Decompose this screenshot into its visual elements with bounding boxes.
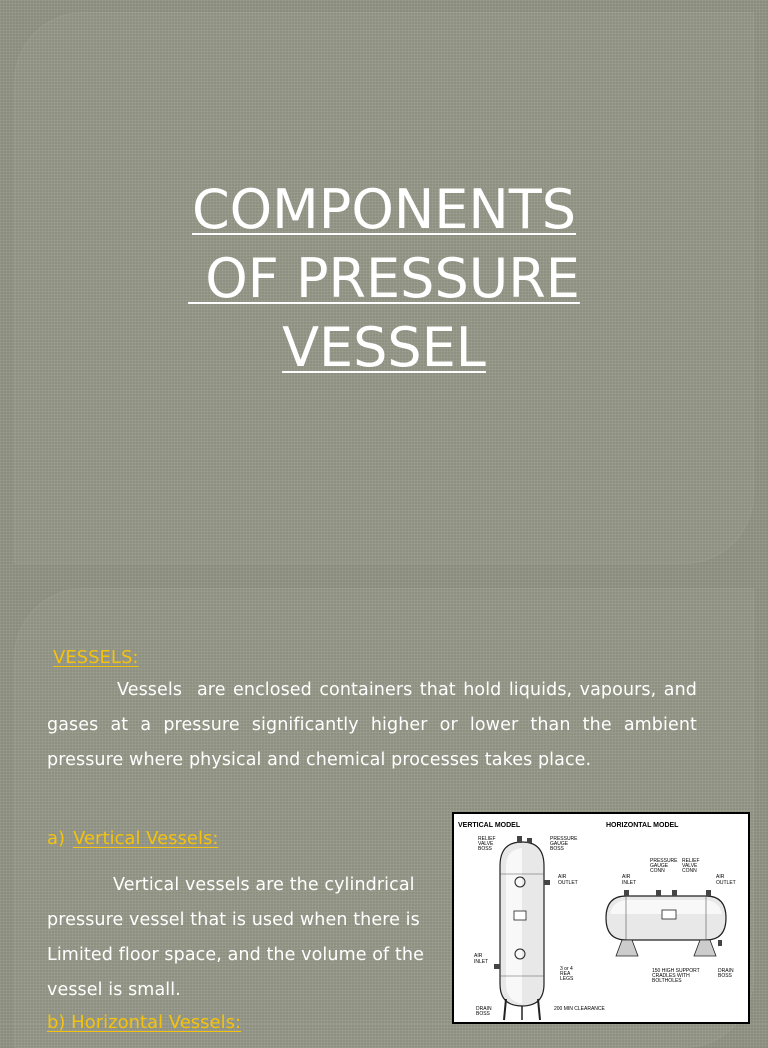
- h-cradles-label: 150 HIGH SUPPORT CRADLES WITH BOLTHOLES: [652, 968, 700, 984]
- vertical-paragraph: [47, 868, 447, 1008]
- title-line-1: COMPONENTS: [191, 178, 577, 241]
- v-relief-label: RELIEF VALVE BOSS: [478, 836, 496, 852]
- h-gauge-label: PRESSURE GAUGE CONN: [650, 858, 678, 874]
- title-line-2: OF PRESSURE: [188, 247, 580, 310]
- vessels-paragraph-text: Vessels are enclosed containers that hold liquids, vapours, and gases at a pressure significantly higher or lower than the ambient pressure where physical and chemical processes takes place.: [47, 680, 703, 770]
- vertical-vessels-heading: [47, 828, 218, 849]
- slide-title: [0, 175, 768, 382]
- horizontal-vessel-drawing: [606, 890, 726, 956]
- pressure-vessel-diagram: [452, 812, 750, 1024]
- diagram-svg: [454, 814, 748, 1022]
- title-line-3: VESSEL: [282, 316, 486, 379]
- vertical-heading-text: Vertical Vessels:: [73, 828, 219, 849]
- vertical-vessel-drawing: [494, 836, 550, 1020]
- v-drain-label: DRAIN BOSS: [476, 1006, 492, 1017]
- horizontal-vessels-heading: b) Horizontal Vessels:: [47, 1012, 242, 1033]
- v-air-outlet-label: AIR OUTLET: [558, 874, 578, 886]
- v-gauge-label: PRESSURE GAUGE BOSS: [550, 836, 578, 852]
- vertical-model-title: VERTICAL MODEL: [458, 822, 521, 829]
- v-legs-label: 3 or 4 REA LEGS: [560, 966, 574, 982]
- vessels-heading: VESSELS:: [53, 647, 139, 668]
- vertical-paragraph-text: Vertical vessels are the cylindrical pressure vessel that is used when there is Limited floor space, and the volume of the vessel is small.: [47, 875, 424, 1000]
- h-relief-label: RELIEF VALVE CONN: [682, 858, 700, 874]
- h-air-outlet-label: AIR OUTLET: [716, 874, 736, 886]
- vessels-paragraph: [47, 673, 703, 778]
- h-air-inlet-label: AIR INLET: [622, 874, 637, 886]
- horizontal-model-title: HORIZONTAL MODEL: [606, 822, 679, 829]
- vertical-prefix: a): [47, 828, 66, 849]
- v-air-inlet-label: AIR INLET: [474, 953, 489, 965]
- h-drain-label: DRAIN BOSS: [718, 968, 734, 979]
- v-clearance-label: 200 MIN CLEARANCE: [554, 1006, 605, 1012]
